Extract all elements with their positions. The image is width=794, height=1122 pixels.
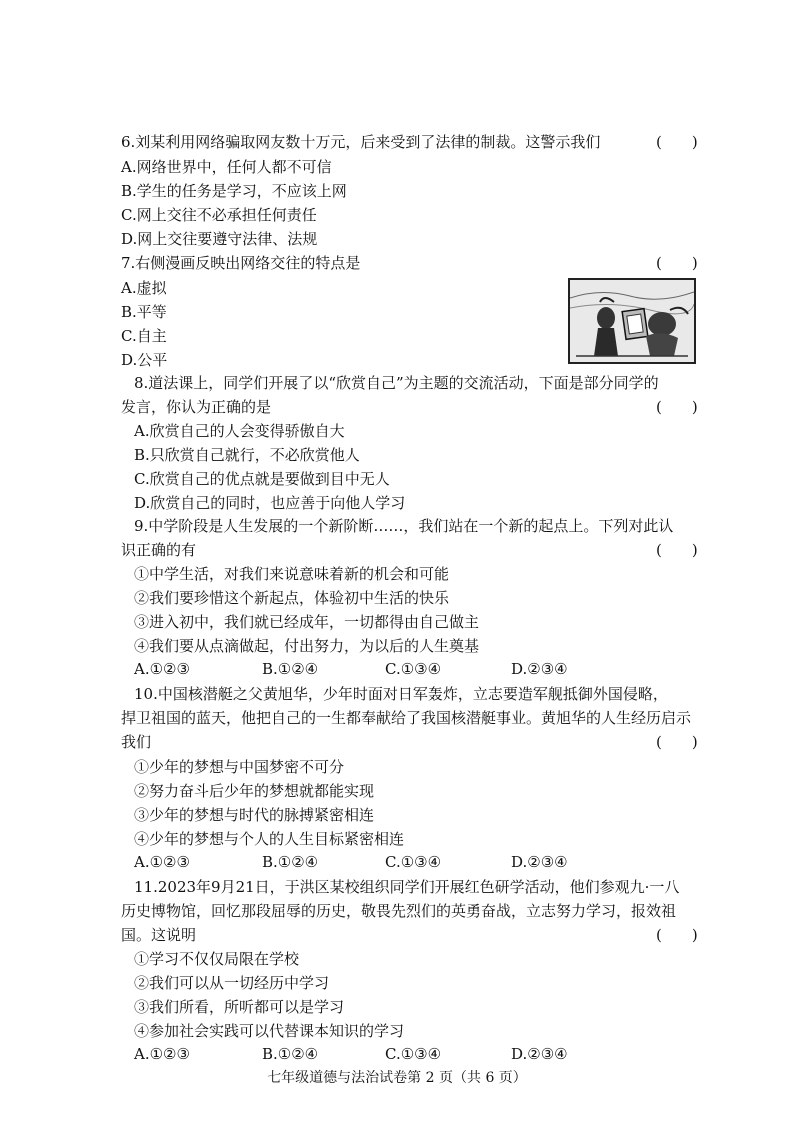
q11-answer-bracket: ( ) (656, 926, 698, 944)
q11-stem-line1: 11.2023年9月21日，于洪区某校组织同学们开展红色研学活动，他们参观九·一八 (134, 878, 680, 896)
q9-choice-d: D.②③④ (511, 660, 568, 678)
q10-choice-c: C.①③④ (385, 853, 442, 871)
q10-statement-3: ③少年的梦想与时代的脉搏紧密相连 (134, 806, 375, 824)
q11-statement-1: ①学习不仅仅局限在学校 (134, 950, 300, 968)
q7-option-d: D.公平 (121, 351, 168, 369)
q9-answer-bracket: ( ) (656, 541, 698, 559)
q6-option-d: D.网上交往要遵守法律、法规 (121, 230, 318, 248)
network-cartoon-image (568, 278, 696, 364)
q9-choice-a: A.①②③ (134, 660, 190, 678)
q9-statement-2: ②我们要珍惜这个新起点，体验初中生活的快乐 (134, 589, 450, 607)
q10-choice-b: B.①②④ (262, 853, 319, 871)
q7-option-a: A.虚拟 (121, 279, 167, 297)
q11-choice-b: B.①②④ (262, 1045, 319, 1063)
q6-answer-bracket: ( ) (656, 133, 698, 151)
q9-stem-line2: 识正确的有 (121, 541, 197, 559)
q9-choice-b: B.①②④ (262, 660, 319, 678)
q11-statement-2: ②我们可以从一切经历中学习 (134, 974, 330, 992)
q6-option-b: B.学生的任务是学习，不应该上网 (121, 182, 347, 200)
q8-answer-bracket: ( ) (656, 398, 698, 416)
q11-stem-line3: 国。这说明 (121, 926, 197, 944)
q7-option-c: C.自主 (121, 327, 167, 345)
q11-choice-a: A.①②③ (134, 1045, 190, 1063)
q10-answer-bracket: ( ) (656, 733, 698, 751)
q6-option-a: A.网络世界中，任何人都不可信 (121, 158, 332, 176)
q10-statement-4: ④少年的梦想与个人的人生目标紧密相连 (134, 830, 405, 848)
q10-choice-a: A.①②③ (134, 853, 190, 871)
q7-answer-bracket: ( ) (656, 254, 698, 272)
q7-option-b: B.平等 (121, 303, 167, 321)
q9-statement-3: ③进入初中，我们就已经成年，一切都得由自己做主 (134, 613, 480, 631)
q10-statement-1: ①少年的梦想与中国梦密不可分 (134, 758, 345, 776)
q7-stem: 7.右侧漫画反映出网络交往的特点是 (121, 254, 361, 272)
q8-option-b: B.只欣赏自己就行，不必欣赏他人 (134, 446, 360, 464)
q8-stem-line1: 8.道法课上，同学们开展了以“欣赏自己”为主题的交流活动，下面是部分同学的 (134, 374, 659, 392)
q8-option-a: A.欣赏自己的人会变得骄傲自大 (134, 422, 345, 440)
q11-statement-3: ③我们所看，所听都可以是学习 (134, 998, 345, 1016)
cartoon-drawing-icon (570, 280, 694, 362)
q10-choice-d: D.②③④ (511, 853, 568, 871)
page-footer: 七年级道德与法治试卷第 2 页（共 6 页） (267, 1070, 527, 1086)
q10-stem-line1: 10.中国核潜艇之父黄旭华，少年时面对日军轰炸，立志要造军舰抵御外国侵略， (134, 685, 668, 703)
q9-statement-4: ④我们要从点滴做起，付出努力，为以后的人生奠基 (134, 637, 480, 655)
q8-option-c: C.欣赏自己的优点就是要做到目中无人 (134, 470, 390, 488)
q9-stem-line1: 9.中学阶段是人生发展的一个新阶断……，我们站在一个新的起点上。下列对此认 (134, 517, 674, 535)
q8-option-d: D.欣赏自己的同时，也应善于向他人学习 (134, 494, 406, 512)
q6-option-c: C.网上交往不必承担任何责任 (121, 206, 317, 224)
q11-choice-d: D.②③④ (511, 1045, 568, 1063)
q10-stem-line3: 我们 (121, 733, 152, 751)
q10-stem-line2: 捍卫祖国的蓝天，他把自己的一生都奉献给了我国核潜艇事业。黄旭华的人生经历启示 (121, 709, 692, 727)
q11-stem-line2: 历史博物馆，回忆那段屈辱的历史，敬畏先烈们的英勇奋战，立志努力学习，报效祖 (121, 902, 677, 920)
q8-stem-line2: 发言，你认为正确的是 (121, 398, 272, 416)
q9-choice-c: C.①③④ (385, 660, 442, 678)
q6-stem: 6.刘某利用网络骗取网友数十万元，后来受到了法律的制裁。这警示我们 (121, 133, 601, 151)
q11-statement-4: ④参加社会实践可以代替课本知识的学习 (134, 1022, 405, 1040)
q11-choice-c: C.①③④ (385, 1045, 442, 1063)
q9-statement-1: ①中学生活，对我们来说意味着新的机会和可能 (134, 565, 450, 583)
q10-statement-2: ②努力奋斗后少年的梦想就都能实现 (134, 782, 375, 800)
